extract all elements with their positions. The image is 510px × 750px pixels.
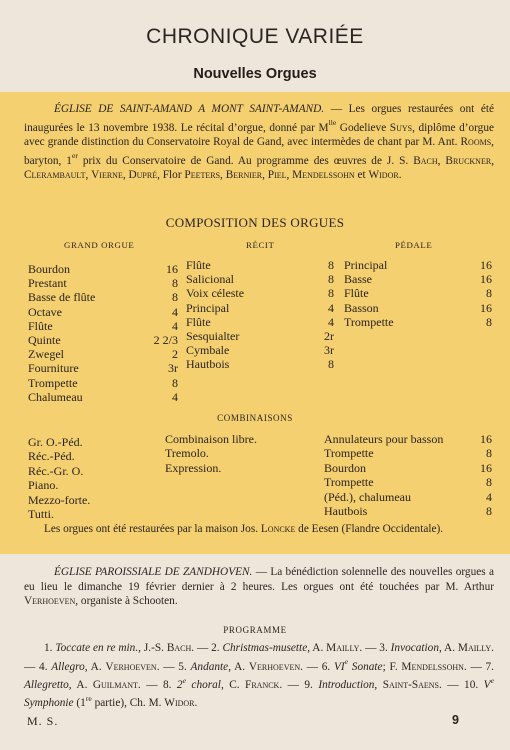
stop-size: 8 xyxy=(486,446,492,461)
stop-size: 8 xyxy=(328,286,334,301)
text-segment: Saint-Saens xyxy=(382,678,440,691)
header-pedale: PÉDALE xyxy=(395,240,433,250)
combinaisons-couplers xyxy=(28,435,90,521)
combinaison-item: Combinaison libre. xyxy=(165,432,257,446)
stop-name: Basson xyxy=(344,300,379,315)
stop-size: 16 xyxy=(480,460,492,475)
stop-row xyxy=(186,286,334,300)
combinaison-item: Réc.-Gr. O. xyxy=(28,463,84,478)
stop-size: 8 xyxy=(486,314,492,329)
header-recit: RÉCIT xyxy=(246,240,275,250)
text-segment: . — 10. xyxy=(439,678,484,691)
stop-size: 8 xyxy=(486,286,492,301)
text-segment: 2 xyxy=(176,678,183,691)
stop-name: Flûte xyxy=(186,258,211,272)
stop-size: 16 xyxy=(166,262,178,276)
text-segment: , xyxy=(220,168,226,181)
text-segment: et xyxy=(354,168,369,181)
text-segment: . — 4. xyxy=(24,642,494,673)
stop-row xyxy=(28,262,178,276)
text-segment: , xyxy=(122,168,129,181)
stop-name: Quinte xyxy=(28,332,61,347)
stop-size: 2r xyxy=(324,328,334,343)
stop-name: Flûte xyxy=(28,318,53,333)
stop-name: Principal xyxy=(186,300,230,315)
text-segment: Sonate xyxy=(348,660,383,673)
stop-row xyxy=(344,272,492,286)
text-segment: . — 9. xyxy=(279,678,319,691)
text-segment: , xyxy=(286,168,293,181)
text-segment: Widor xyxy=(368,168,399,181)
text-segment: prix du Conservatoire de Gand. Au programme des œuvres de J. S. xyxy=(77,154,414,167)
text-segment: , A. xyxy=(438,642,458,654)
composition-heading: COMPOSITION DES ORGUES xyxy=(165,215,345,230)
stop-row xyxy=(186,329,334,343)
text-segment: . — 5. xyxy=(156,660,191,673)
stop-name: Octave xyxy=(28,304,62,319)
stop-row xyxy=(324,475,492,489)
text-segment: Verhoeven xyxy=(248,660,301,673)
text-segment: Piel xyxy=(267,168,287,181)
stop-name: Basse de flûte xyxy=(28,290,96,305)
text-segment: e xyxy=(344,657,349,667)
text-segment: re xyxy=(85,694,92,704)
combinaison-item: Gr. O.-Péd. xyxy=(28,435,83,449)
text-segment: Invocation xyxy=(390,642,439,654)
stop-row xyxy=(186,343,334,357)
stop-row xyxy=(186,315,334,329)
recit-stops xyxy=(186,258,334,372)
footer-initials: M. S. xyxy=(27,714,59,728)
stop-row xyxy=(324,432,492,446)
stop-row xyxy=(28,361,178,375)
page-title: CHRONIQUE VARIÉE xyxy=(146,25,364,48)
stop-name: Principal xyxy=(344,258,388,272)
stop-row xyxy=(28,319,178,333)
text-segment: Mailly xyxy=(326,642,360,654)
text-segment: Bruckner xyxy=(445,154,492,167)
stop-size: 2 xyxy=(172,347,178,362)
stop-name: Sesquialter xyxy=(186,328,240,343)
text-segment: , J.-S. xyxy=(138,642,167,654)
text-segment: , xyxy=(491,154,495,167)
stop-name: Flûte xyxy=(344,286,369,301)
stop-row xyxy=(324,446,492,460)
text-segment: Verhoeven xyxy=(24,595,76,608)
stop-name: Fourniture xyxy=(28,361,79,376)
restoration-text xyxy=(44,523,443,535)
article-zandhoven xyxy=(24,565,494,609)
text-segment: er xyxy=(71,151,78,161)
stop-name: Trompette xyxy=(324,446,374,461)
text-segment: Mendelssohn xyxy=(401,660,464,673)
pedale-stops xyxy=(344,258,492,329)
article-heading: ÉGLISE DE SAINT-AMAND A MONT SAINT-AMAND. xyxy=(54,103,325,115)
stop-row xyxy=(324,504,492,518)
text-segment: . xyxy=(398,168,402,181)
stop-row xyxy=(186,272,334,286)
text-segment: (1 xyxy=(73,697,86,710)
text-segment: Rooms xyxy=(460,135,492,148)
restoration-note xyxy=(24,522,494,537)
combinaisons-accessories xyxy=(165,432,257,475)
text-segment: partie), Ch. M. xyxy=(91,697,165,710)
text-segment: , xyxy=(374,678,383,691)
stop-name: Trompette xyxy=(28,375,78,390)
text-segment: Bernier xyxy=(225,168,263,181)
stop-size: 16 xyxy=(480,300,492,315)
text-segment: Godelieve xyxy=(336,121,390,134)
stop-row xyxy=(186,357,334,371)
grand-orgue-stops xyxy=(28,262,178,404)
article-heading: ÉGLISE PAROISSIALE DE ZANDHOVEN. xyxy=(54,566,253,578)
stop-size: 3r xyxy=(168,361,178,376)
programme-heading: PROGRAMME xyxy=(223,625,287,635)
text-segment: VI xyxy=(333,660,345,673)
text-segment: choral xyxy=(185,678,221,691)
stop-size: 4 xyxy=(328,300,334,315)
text-segment: Les orgues ont été restaurées par la maison Jos. xyxy=(44,523,261,535)
stop-row xyxy=(28,376,178,390)
section-title: Nouvelles Orgues xyxy=(193,66,317,82)
text-segment: lle xyxy=(328,118,337,128)
text-segment: Guilmant xyxy=(92,678,138,691)
text-segment: Allegretto xyxy=(24,678,69,691)
stop-size: 2 2/3 xyxy=(153,332,178,347)
text-segment: Verhoeven xyxy=(105,660,157,673)
stop-row xyxy=(344,315,492,329)
text-segment: , xyxy=(262,168,268,181)
text-segment: . — 6. xyxy=(300,660,334,673)
text-segment: , organiste à Schooten. xyxy=(75,595,178,608)
text-segment: Allegro xyxy=(51,660,85,673)
text-segment: , xyxy=(85,168,92,181)
text-segment: Suys xyxy=(389,121,413,134)
combinaison-item: Mezzo-forte. xyxy=(28,492,91,507)
combinaison-item: Expression. xyxy=(165,460,222,475)
stop-name: Trompette xyxy=(344,314,394,329)
text-segment: V xyxy=(483,678,491,691)
stop-row xyxy=(28,347,178,361)
stop-size: 16 xyxy=(480,432,492,446)
text-segment: , A. xyxy=(228,660,249,673)
text-segment: ; F. xyxy=(382,660,402,673)
text-segment: , baryton, 1 xyxy=(24,135,494,167)
stop-name: Flûte xyxy=(186,314,211,329)
text-segment: , C. xyxy=(220,678,246,691)
stop-row xyxy=(28,276,178,290)
stop-size: 4 xyxy=(328,314,334,329)
text-segment: Toccate en re min. xyxy=(55,642,139,654)
text-segment: e xyxy=(182,675,186,685)
text-segment: . xyxy=(194,697,198,710)
stop-size: 3r xyxy=(324,343,334,358)
article-saint-amand xyxy=(24,102,494,183)
stop-size: 8 xyxy=(172,276,178,291)
stop-row xyxy=(28,305,178,319)
text-segment: Clerambault xyxy=(24,168,86,181)
stop-row xyxy=(344,258,492,272)
stop-row xyxy=(28,390,178,404)
stop-name: Voix céleste xyxy=(186,286,245,301)
stop-row xyxy=(344,286,492,300)
text-segment: Widor xyxy=(164,697,195,710)
text-segment: . — 3. xyxy=(359,642,391,654)
text-segment: , A. xyxy=(84,660,106,673)
stop-name: Annulateurs pour basson xyxy=(324,432,444,446)
combinaison-item: Tremolo. xyxy=(165,446,209,461)
stop-size: 4 xyxy=(172,318,178,333)
stop-row xyxy=(28,333,178,347)
combinaison-item: Piano. xyxy=(28,478,59,493)
page-number: 9 xyxy=(452,713,459,727)
text-segment: , Flor xyxy=(157,168,185,181)
text-segment: Dupré xyxy=(128,168,158,181)
combinaison-item: Réc.-Péd. xyxy=(28,449,75,464)
stop-row xyxy=(186,258,334,272)
header-grand-orgue: GRAND ORGUE xyxy=(64,240,135,250)
stop-row xyxy=(28,290,178,304)
text-segment: Franck xyxy=(245,678,280,691)
text-segment: Bach xyxy=(166,642,192,654)
text-segment: Mendelssohn xyxy=(292,168,355,181)
text-segment: — La bénédiction solennelle des nouvelles orgues a eu lieu le dimanche 19 février dernier à 2 heures. Les orgues ont été touchées par M. Arthur xyxy=(24,566,494,593)
text-segment: Mailly xyxy=(457,642,492,654)
programme-text xyxy=(24,642,494,709)
stop-size: 8 xyxy=(328,272,334,287)
text-segment: . — 2. xyxy=(191,642,223,654)
stop-size: 8 xyxy=(172,375,178,390)
stop-name: Hautbois xyxy=(324,503,368,518)
text-segment: Andante xyxy=(190,660,229,673)
stop-name: Zwegel xyxy=(28,347,64,362)
stop-row xyxy=(344,301,492,315)
stop-name: Bourdon xyxy=(28,262,70,276)
combinaisons-annulateurs xyxy=(324,432,492,518)
text-segment: de Eesen (Flandre Occidentale). xyxy=(295,523,444,535)
stop-size: 8 xyxy=(328,258,334,272)
stop-size: 8 xyxy=(328,357,334,372)
stop-size: 8 xyxy=(486,475,492,490)
text-segment: Christmas-musette xyxy=(222,642,308,654)
stop-size: 4 xyxy=(486,489,492,504)
stop-size: 4 xyxy=(172,304,178,319)
stop-size: 16 xyxy=(480,258,492,272)
combinaison-item: Tutti. xyxy=(28,506,54,521)
stop-name: Prestant xyxy=(28,276,67,291)
stop-size: 16 xyxy=(480,272,492,287)
text-segment: . — 7. xyxy=(463,660,494,673)
stop-name: Salicional xyxy=(186,272,234,287)
stop-name: Bourdon xyxy=(324,460,366,475)
stop-name: Cymbale xyxy=(186,343,230,358)
text-segment: , A. xyxy=(307,642,327,654)
stop-name: Hautbois xyxy=(186,357,230,372)
stop-name: Trompette xyxy=(324,475,374,490)
text-segment: Symphonie xyxy=(24,697,74,710)
text-segment: , A. xyxy=(68,678,93,691)
text-segment: Loncke xyxy=(260,523,296,535)
stop-size: 8 xyxy=(172,290,178,305)
stop-size: 4 xyxy=(172,389,178,404)
stop-row xyxy=(324,461,492,475)
text-segment: Introduction xyxy=(318,678,375,691)
stop-name: (Péd.), chalumeau xyxy=(324,489,411,504)
programme-list xyxy=(24,641,494,711)
stop-name: Basse xyxy=(344,272,372,287)
stop-row xyxy=(186,301,334,315)
stop-name: Chalumeau xyxy=(28,389,83,404)
text-segment: Peeters xyxy=(184,168,221,181)
combinaisons-heading: COMBINAISONS xyxy=(217,413,293,423)
text-segment: , diplôme d’orgue avec grande distinction du Conservatoire Royal de Gand, avec intermèdes de chant par M. Ant. xyxy=(24,121,494,148)
stop-size: 8 xyxy=(486,503,492,518)
text-segment: . — 8. xyxy=(137,678,177,691)
text-segment: e xyxy=(490,675,494,685)
text-segment: Vierne xyxy=(91,168,123,181)
text-segment: — Les orgues restaurées ont été inaugurées le 13 novembre 1938. Le récital d’orgue, donné par M xyxy=(24,103,494,134)
stop-row xyxy=(324,490,492,504)
text-segment: , xyxy=(437,154,446,167)
text-segment: Bach xyxy=(413,154,438,167)
text-segment: 1. xyxy=(44,642,56,654)
